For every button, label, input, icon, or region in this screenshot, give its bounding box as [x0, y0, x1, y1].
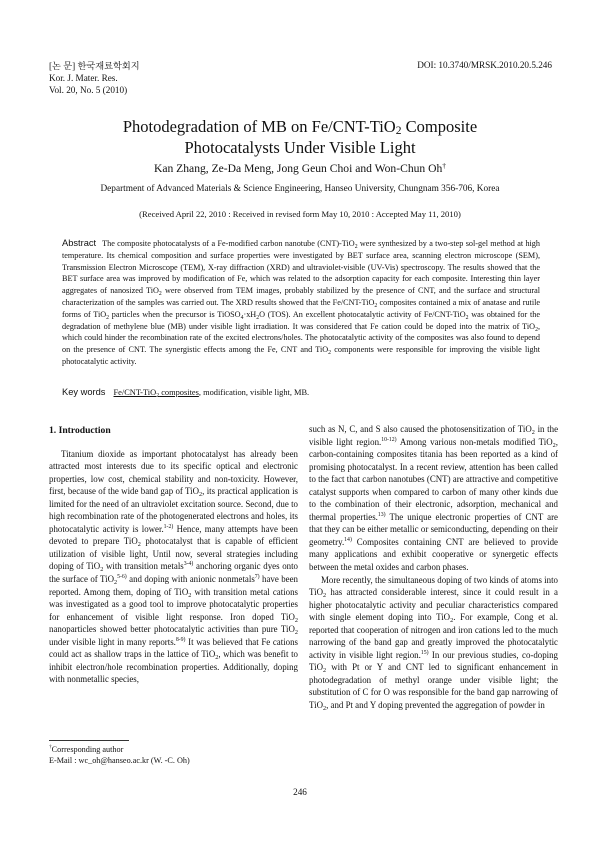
author-list: Kan Zhang, Ze-Da Meng, Jong Geun Choi and Won-Chun Oh† — [153, 161, 447, 175]
author-email: E-Mail : wc_oh@hanseo.ac.kr (W. -C. Oh) — [49, 756, 190, 765]
journal-english-name: Kor. J. Mater. Res. — [49, 73, 118, 83]
section-heading: 1. Introduction — [49, 425, 111, 436]
corresponding-author: †Corresponding author — [49, 744, 124, 754]
right-column — [309, 423, 558, 712]
journal-volume: Vol. 20, No. 5 (2010) — [49, 85, 128, 95]
intro-paragraph-2: More recently, the simultaneous doping of two kinds of atoms into TiO$_2$ has attracted considerable interest, since it could result in a higher photocatalytic activity and peculiar characteristics compared with single element doping into TiO$_2$. For example, Cong et al. reported that cooperation of nitrogen and iron cations led to the much narrowing of the band gap and greatly improved the photocatalytic activity in visible light region.$^{15)}$ In our previous studies, co-doping TiO$_2$ with Pt or Y and CNT led to significant enhancement in photodegradation of methyl orange under visible light; the substitution of C for O was responsible for the band gap narrowing of TiO$_2$, and Pt and Y doping prevented the aggregation of powder in — [309, 574, 558, 713]
abstract: Abstract The composite photocatalysts of a Fe-modified carbon nanotube (CNT)-TiO$_2$ were synthesized by a two-step sol-gel method at high temperature. Its chemical composition and surface properties were investigated by BET surface area, scanning electron microscope (SEM), Transmission Electron Microscope (TEM), X-ray diffraction (XRD) and ultraviolet-visible (UV-Vis) spectroscopy. The results showed that the BET surface area was improved by modification of Fe, which was related to the adsorption capacity for each composite. Interesting thin layer aggregates of nanosized TiO$_2$ were observed from TEM images, probably stabilized by the presence of CNT, and the surface and structural characterization of the samples was carried out. The XRD results showed that the Fe/CNT-TiO$_2$ composites contained a mix of anatase and rutile forms of TiO$_2$ particles when the precursor is $TiOSO_4\cdot xH_2O$ (TOS). An excellent photocatalytic activity of Fe/CNT-TiO$_2$ was obtained for the degradation of methylene blue (MB) under visible light irradiation. It was considered that Fe cation could be doped into the matrix of TiO$_2$, which could hinder the recombination rate of the excited electrons/holes. The photocatalytic activity of the composites was also found to depend on the presence of CNT. The synergistic effects among the Fe, CNT and TiO$_2$ components were responsible for improving the visible light photocatalytic activity. — [62, 238, 540, 366]
footnote — [49, 740, 298, 766]
footnote-rule — [49, 740, 129, 741]
paper-title — [40, 116, 560, 158]
keywords-label: Key words — [62, 387, 106, 397]
intro-paragraph-1-cont: such as N, C, and S also caused the photosensitization of TiO$_2$ in the visible light region.$^{10-12)}$ Among various non-metals modified TiO$_2$, carbon-containing composites titania has been reported as a kind of promising photocatalyst. In a recent review, attention has been called to the fact that carbon nanotubes (CNT) are attractive and competitive catalyst supports when compared to carbon of many other kinds due to the combination of their electronic, adsorption, mechanical and thermal properties.$^{13)}$ The unique electronic properties of CNT are that they can be either metallic or semiconducting, depending on their geometry.$^{14)}$ Composites containing CNT are believed to provide many applications and exhibit cooperative or synergetic effects between the metal oxides and carbon phases. — [309, 424, 559, 573]
title-line-1: Photodegradation of MB on Fe/CNT-TiO$_2$ Composite — [122, 117, 478, 137]
intro-paragraph-1: Titanium dioxide as important photocatalyst has already been attracted most interests due to its specific optical and electronic properties, low cost, chemical stability and non-toxicity. However, first, because of the wide band gap of TiO$_2$, its practical application is limited for the need of an ultraviolet excitation source. Second, due to high recombination rate of the photogenerated electrons and holes, its photocatalytic activity is lower.$^{1-2)}$ Hence, many attempts have been devoted to prepare TiO$_2$ photocatalyst that is capable of efficient utilization of visible light, Until now, several strategies including doping of TiO$_2$ with transition metals$^{3-4)}$ anchoring organic dyes onto the surface of TiO$_2^{5-6)}$ and doping with anionic nonmetals$^{7)}$ have been reported. Among them, doping of TiO$_2$ with transition metal cations was investigated as a good tool to improve photocatalytic properties for enhancement of visible light response. Iron doped TiO$_2$ nanoparticles showed better photocatalytic activities than pure TiO$_2$ under visible light in many reports.$^{8-9)}$ It was believed that Fe cations could act as shallow traps in the lattice of TiO$_2$, which was benefit to inhibit electron/hole recombination properties. Additionally, doping with nonmetallic species, — [49, 448, 298, 685]
keywords: Key words Fe/CNT-TiO$_2$ composites, modification, visible light, MB. — [62, 387, 310, 399]
left-column — [49, 425, 298, 686]
page-number: 246 — [293, 787, 307, 797]
journal-header — [49, 60, 140, 96]
abstract-label: Abstract — [62, 238, 97, 248]
affiliation: Department of Advanced Materials & Science Engineering, Hanseo University, Chungnam 356-706, Korea — [100, 184, 500, 194]
received-dates: (Received April 22, 2010 : Received in revised form May 10, 2010 : Accepted May 11, 2010) — [139, 209, 461, 219]
doi: DOI: 10.3740/MRSK.2010.20.5.246 — [417, 60, 552, 70]
title-line-2: Photocatalysts Under Visible Light — [184, 138, 416, 157]
keyword-first: Fe/CNT-TiO$_2$ composites — [113, 388, 199, 399]
journal-korean-name: [논 문] 한국재료학회지 — [49, 61, 140, 71]
